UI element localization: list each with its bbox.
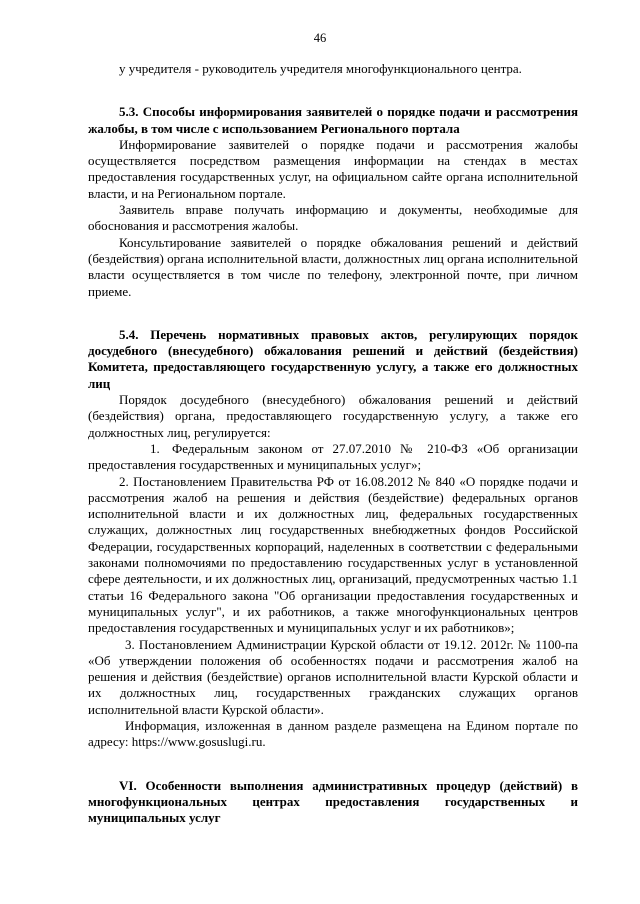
list-item-1-text: Федеральным законом от 27.07.2010 № 210-ФЗ «Об организации предоставления государственных и муниципальных услуг»; [88, 440, 578, 473]
page-number: 46 [313, 31, 327, 45]
list-item-1 [88, 441, 578, 474]
section-5-4-intro: Порядок досудебного (внесудебного) обжалования решений и действий (бездействия) органа, предоставляющего государственную услугу, а также его должностных лиц, регулируется: [88, 392, 578, 440]
section-5-3-heading: 5.3. Способы информирования заявителей о порядке подачи и рассмотрения жалобы, в том числе с использованием Регионального портала [88, 104, 578, 136]
list-item-2: 2. Постановлением Правительства РФ от 16.08.2012 № 840 «О порядке подачи и рассмотрения жалоб на решения и действия (бездействие) федеральных органов исполнительной власти и их должностных лиц, федеральных государственных служащих, должностных лиц государственных внебюджетных фондов Российской Федерации, государственных корпораций, наделенных в соответствии с федеральными законами полномочиями по предоставлению государственных услуг в установленной сфере деятельности, и их должностных лиц, организаций, предусмотренных частью 1.1 статьи 16 Федерального закона "Об организации предоставления государственных и муниципальных услуг", и их работников, а также многофункциональных центров предоставления государственных и муниципальных услуг и их работников»; [88, 473, 578, 636]
section-5-3-paragraph: Информирование заявителей о порядке подачи и рассмотрения жалобы осуществляется посредством размещения информации на стендах в местах предоставления государственных услуг, на официальном сайте органа исполнительной власти, и на Региональном портале. [88, 136, 578, 201]
section-5-3-paragraph: Консультирование заявителей о порядке обжалования решений и действий (бездействия) органа исполнительной власти, должностных лиц органа исполнительной власти осуществляется в том числе по телефону, электронной почте, при личном приеме. [88, 234, 578, 299]
section-5-4-heading: 5.4. Перечень нормативных правовых актов, регулирующих порядок досудебного (внесудебного) обжалования решений и действий (бездействия) Комитета, предоставляющего государственную услугу, а также его должностных лиц [88, 326, 578, 391]
list-item-3: 3. Постановлением Администрации Курской области от 19.12. 2012г. № 1100-па «Об утверждении положения об особенностях подачи и рассмотрения жалоб на решения и действия (бездействие) органов исполнительной власти Курской области и их должностных лиц, государственных гражданских служащих органов исполнительной власти Курской области». [88, 636, 578, 717]
document-body [88, 61, 578, 826]
section-5-3-paragraph: Заявитель вправе получать информацию и документы, необходимые для обоснования и рассмотрения жалобы. [88, 202, 578, 234]
info-paragraph: Информация, изложенная в данном разделе размещена на Едином портале по адресу: https://www.gosuslugi.ru. [88, 717, 578, 750]
list-item-1-number: 1. [150, 440, 160, 456]
intro-line: у учредителя - руководитель учредителя многофункционального центра. [119, 61, 522, 76]
section-6-heading: VI. Особенности выполнения административных процедур (действий) в многофункциональных центрах предоставления государственных и муниципальных услуг [88, 777, 578, 826]
